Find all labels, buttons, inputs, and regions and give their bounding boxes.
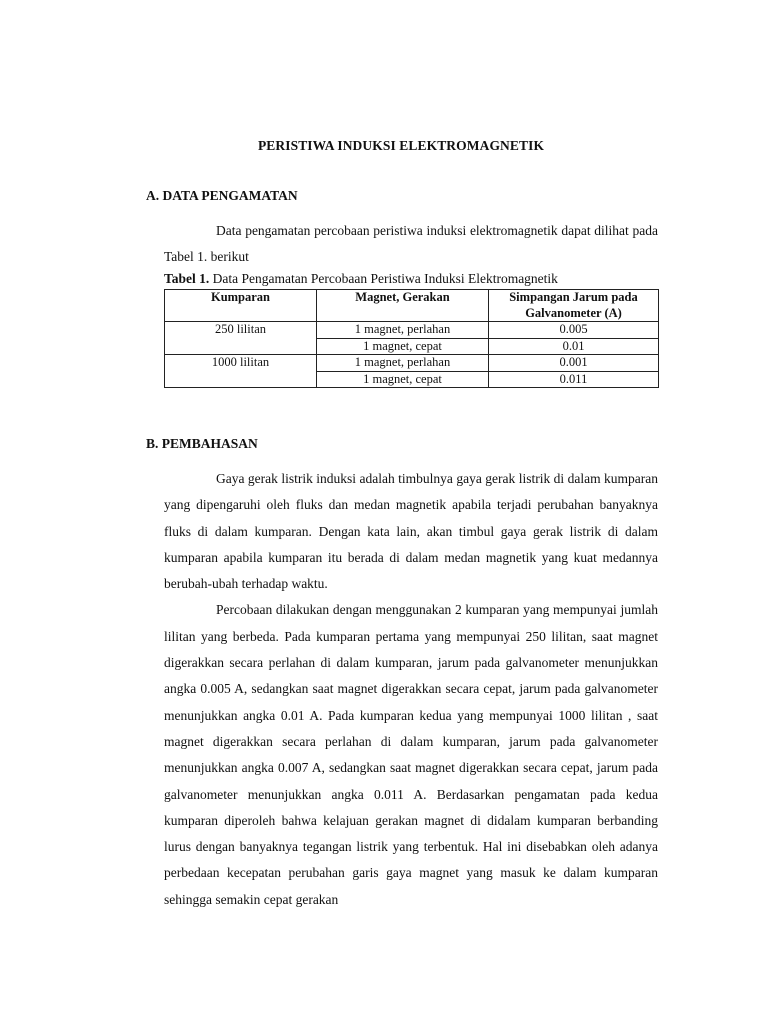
body-paragraph: Gaya gerak listrik induksi adalah timbulnya gaya gerak listrik di dalam kumparan yang dipengaruhi oleh fluks dan medan magnetik apabila terjadi perubahan banyaknya fluks di dalam kumparan. Dengan kata lain, akan timbul gaya gerak listrik di dalam kumparan apabila kumparan itu berada di dalam medan magnetik yang kuat medannya berubah-ubah terhadap waktu. — [164, 471, 658, 592]
section-b-heading: B. PEMBAHASAN — [146, 436, 258, 451]
table-row — [165, 355, 659, 372]
header-magnet-gerakan: Magnet, Gerakan — [317, 290, 489, 322]
value-cell: 0.001 — [489, 355, 659, 372]
motion-cell: 1 magnet, perlahan — [317, 355, 489, 372]
motion-cell: 1 magnet, cepat — [317, 338, 489, 355]
table-caption — [164, 271, 558, 287]
coil-cell: 1000 lilitan — [165, 355, 317, 388]
observation-table — [164, 289, 659, 388]
document-title: PERISTIWA INDUKSI ELEKTROMAGNETIK — [257, 138, 545, 153]
table-row — [165, 322, 659, 339]
section-a-heading: A. DATA PENGAMATAN — [146, 188, 298, 203]
value-cell: 0.011 — [489, 371, 659, 388]
coil-cell: 250 lilitan — [165, 322, 317, 355]
table-caption-label: Tabel 1. — [164, 271, 210, 286]
value-cell: 0.01 — [489, 338, 659, 355]
section-a-intro — [164, 218, 658, 270]
table-header-row — [165, 290, 659, 322]
header-simpangan: Simpangan Jarum pada Galvanometer (A) — [489, 290, 659, 322]
body-paragraph: Percobaan dilakukan dengan menggunakan 2 kumparan yang mempunyai jumlah lilitan yang berbeda. Pada kumparan pertama yang mempunyai 250 lilitan, saat magnet digerakkan secara perlahan di dalam kumparan, jarum pada galvanometer menunjukkan angka 0.005 A, sedangkan saat magnet digerakkan secara cepat, jarum pada galvanometer menunjukkan angka 0.01 A. Pada kumparan kedua yang mempunyai 1000 lilitan , saat magnet digerakkan secara perlahan di dalam kumparan, jarum pada galvanometer menunjukkan angka 0.007 A, sedangkan saat magnet digerakkan secara cepat, jarum pada galvanometer menunjukkan angka 0.011 A. Berdasarkan pengamatan pada kedua kumparan diperoleh bahwa kelajuan gerakan magnet di didalam kumparan berbanding lurus dengan banyaknya tegangan listrik yang terbentuk. Hal ini disebabkan oleh adanya perbedaan kecepatan perubahan garis gaya magnet yang masuk ke dalam kumparan sehingga semakin cepat gerakan — [164, 602, 658, 907]
section-b-body — [164, 466, 658, 913]
header-kumparan: Kumparan — [165, 290, 317, 322]
table-caption-text: Data Pengamatan Percobaan Peristiwa Induksi Elektromagnetik — [209, 271, 558, 286]
value-cell: 0.005 — [489, 322, 659, 339]
motion-cell: 1 magnet, cepat — [317, 371, 489, 388]
intro-paragraph: Data pengamatan percobaan peristiwa induksi elektromagnetik dapat dilihat pada Tabel 1. berikut — [164, 223, 658, 264]
motion-cell: 1 magnet, perlahan — [317, 322, 489, 339]
